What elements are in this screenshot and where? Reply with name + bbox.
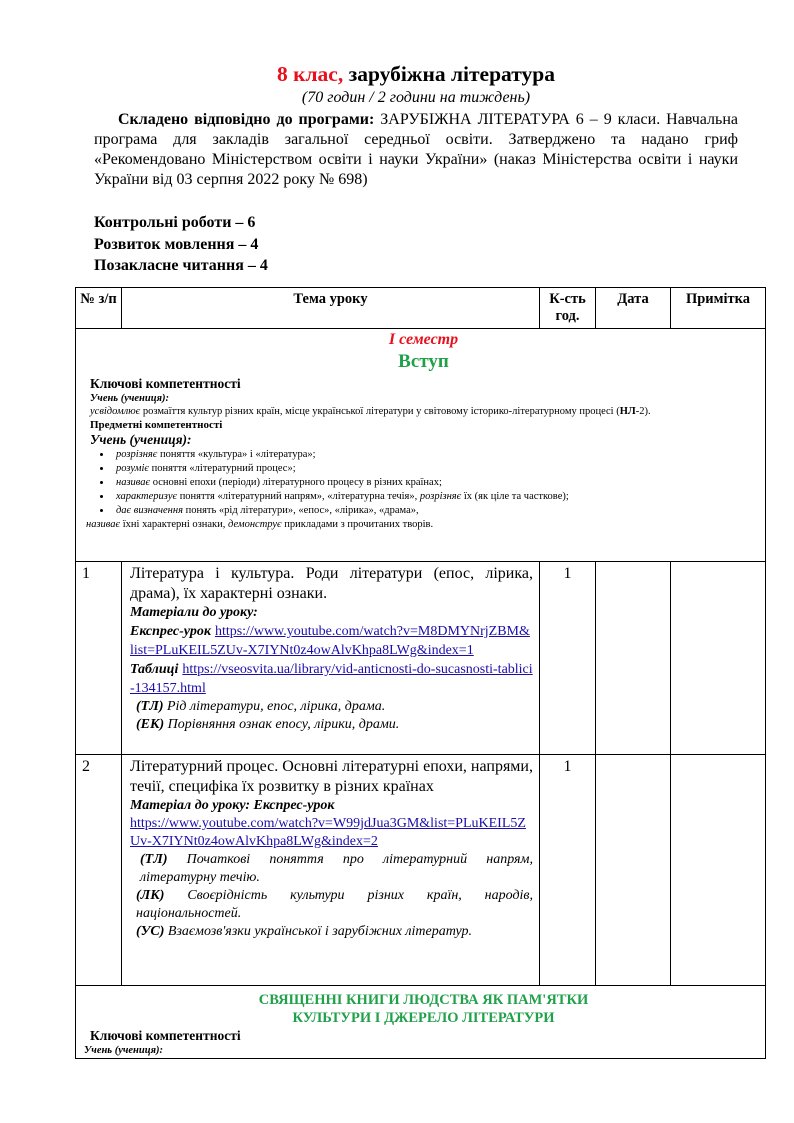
- table-row: [76, 755, 766, 986]
- bullet-verb: характеризує: [116, 491, 178, 502]
- section-title: Вступ: [398, 351, 449, 372]
- express-label: Експрес-урок: [130, 624, 211, 639]
- tables-link[interactable]: https://vseosvita.ua/library/vid-anticnosti-do-sucasnosti-tablici-134157.html: [130, 662, 533, 696]
- lesson-hours: 1: [540, 755, 596, 986]
- competence-list: [90, 448, 757, 518]
- key-verb: усвідомлює: [90, 406, 141, 417]
- key-competences-heading: Ключові компетентності: [90, 1028, 241, 1043]
- lesson-note: [130, 698, 533, 716]
- count-speech-development: Розвиток мовлення – 4: [94, 235, 259, 253]
- key-competence-text: [90, 405, 757, 418]
- section-title-line2: КУЛЬТУРИ І ДЖЕРЕЛО ЛІТЕРАТУРИ: [292, 1010, 555, 1026]
- bullet-text: понять «рід літератури», «епос», «лірика», «драма»,: [182, 505, 419, 516]
- tables-label: Таблиці: [130, 662, 179, 677]
- express-lesson-link[interactable]: https://www.youtube.com/watch?v=W99jdJua3GM&list=PLuKEIL5ZUv-X7IYNt0z4owAlvKhpa8LWg&index=2: [130, 816, 526, 849]
- program-lead: Складено відповідно до програми:: [118, 111, 375, 128]
- lesson-date-cell[interactable]: [596, 562, 671, 755]
- grade-label: 8 клас,: [276, 62, 344, 86]
- col-header-note: Примітка: [671, 288, 766, 329]
- competence-continuation: [86, 518, 757, 531]
- lesson-number: 1: [76, 562, 122, 755]
- key-code: НЛ: [619, 406, 636, 417]
- note-text: Порівняння ознак епосу, лірики, драми.: [164, 717, 400, 732]
- note-text: Своєрідність культури різних країн, народів, національностей.: [136, 888, 533, 921]
- key-tail: -2).: [635, 406, 651, 417]
- lesson-note-cell[interactable]: [671, 562, 766, 755]
- lesson-title: Літературний процес. Основні літературні епохи, напрями, течії, специфіка їх розвитку в різних країнах: [130, 758, 533, 795]
- note-code: (ТЛ): [140, 852, 168, 867]
- document-header: [94, 60, 738, 277]
- lesson-topic-cell: [122, 562, 540, 755]
- bullet-verb: називає: [116, 477, 151, 488]
- list-item: [112, 490, 757, 504]
- bullet-verb: дає визначення: [116, 505, 183, 516]
- list-item: [112, 504, 757, 518]
- lesson-title: Література і культура. Роди літератури (епос, лірика, драма), їх характерні ознаки.: [130, 565, 533, 602]
- table-row: [76, 562, 766, 755]
- note-text: Взаємозв'язки української і зарубіжних літератур.: [164, 924, 473, 939]
- bullet-text: поняття «літературний напрям», «літературна течія»,: [177, 491, 420, 502]
- bullet-text: поняття «культура» і «література»;: [157, 449, 316, 460]
- section-intro-row: [76, 329, 766, 562]
- hours-subtitle: (70 годин / 2 години на тиждень): [301, 89, 531, 106]
- note-code: (ТЛ): [136, 699, 164, 714]
- col-header-topic: Тема уроку: [122, 288, 540, 329]
- list-item: [112, 448, 757, 462]
- key-desc: розмаїття культур різних країн, місце української літератури у світовому історико-літературному процесі (: [140, 406, 620, 417]
- subject-competences-heading: Предметні компетентності: [90, 419, 223, 431]
- note-text: Рід літератури, епос, лірика, драма.: [163, 699, 386, 714]
- bullet-text: основні епохи (періоди) літературного процесу в різних країнах;: [150, 477, 442, 488]
- lesson-plan-table: [75, 287, 766, 1059]
- section-title: СВЯЩЕННІ КНИГИ ЛЮДСТВА ЯК ПАМ'ЯТКИ: [258, 992, 589, 1008]
- section-sacred-books-row: [76, 986, 766, 1059]
- student-label-small: Учень (учениця):: [90, 393, 169, 404]
- bullet-verb: розуміє: [116, 463, 149, 474]
- lesson-topic-cell: [122, 755, 540, 986]
- bullet-verb: розрізняє: [116, 449, 158, 460]
- note-code: (ЕК): [136, 717, 165, 732]
- lesson-note: [130, 716, 533, 734]
- count-extracurricular-reading: Позакласне читання – 4: [94, 257, 268, 274]
- note-code: (ЛК): [136, 888, 165, 903]
- bullet-text: їх (як ціле та часткове);: [461, 491, 569, 502]
- lesson-hours: 1: [540, 562, 596, 755]
- student-label: Учень (учениця):: [90, 432, 192, 447]
- student-label-small: Учень (учениця):: [84, 1045, 163, 1056]
- lesson-note: [130, 851, 533, 887]
- list-item: [112, 462, 757, 476]
- page-title: [94, 60, 738, 88]
- bullet-verb: називає: [86, 519, 121, 530]
- list-item: [112, 476, 757, 490]
- section-intro-cell: [76, 329, 766, 562]
- lesson-number: 2: [76, 755, 122, 986]
- express-lesson-link[interactable]: https://www.youtube.com/watch?v=M8DMYNrjZBM&list=PLuKEIL5ZUv-X7IYNt0z4owAlvKhpa8LWg&index=1: [130, 624, 530, 658]
- bullet-text: поняття «літературний процес»;: [148, 463, 296, 474]
- lesson-note: [130, 923, 533, 941]
- lesson-date-cell[interactable]: [596, 755, 671, 986]
- bullet-verb: розрізняє: [419, 491, 462, 502]
- section-sacred-books-cell: [76, 986, 766, 1059]
- table-header-row: [76, 288, 766, 329]
- subject-label: зарубіжна література: [343, 62, 555, 86]
- counts-list: [94, 212, 738, 277]
- lesson-note: [130, 887, 533, 923]
- col-header-count: К-сть год.: [540, 288, 596, 329]
- program-text: ЗАРУБІЖНА ЛІТЕРАТУРА 6 – 9 класи. Навчальна програма для закладів загальної середньої освіти. Затверджено та надано гриф «Рекомендовано Міністерством освіти і науки України» (наказ Міністерства освіти і науки України від 03 серпня 2022 року № 698): [94, 111, 738, 188]
- program-intro: [94, 110, 738, 190]
- bullet-text: їхні характерні ознаки,: [120, 519, 229, 530]
- count-control-works: Контрольні роботи – 6: [94, 214, 256, 231]
- key-competences-heading: Ключові компетентності: [90, 376, 241, 391]
- lesson-note-cell[interactable]: [671, 755, 766, 986]
- materials-label: Матеріали до уроку:: [130, 605, 258, 620]
- bullet-text: прикладами з прочитаних творів.: [281, 519, 434, 530]
- col-header-num: № з/п: [76, 288, 122, 329]
- col-header-date: Дата: [596, 288, 671, 329]
- bullet-verb: демонструє: [228, 519, 282, 530]
- note-code: (УС): [136, 924, 165, 939]
- materials-label: Матеріал до уроку: Експрес-урок: [130, 798, 335, 813]
- note-text: Початкові поняття про літературний напрям, літературну течію.: [140, 852, 533, 885]
- semester-title: І семестр: [388, 331, 459, 348]
